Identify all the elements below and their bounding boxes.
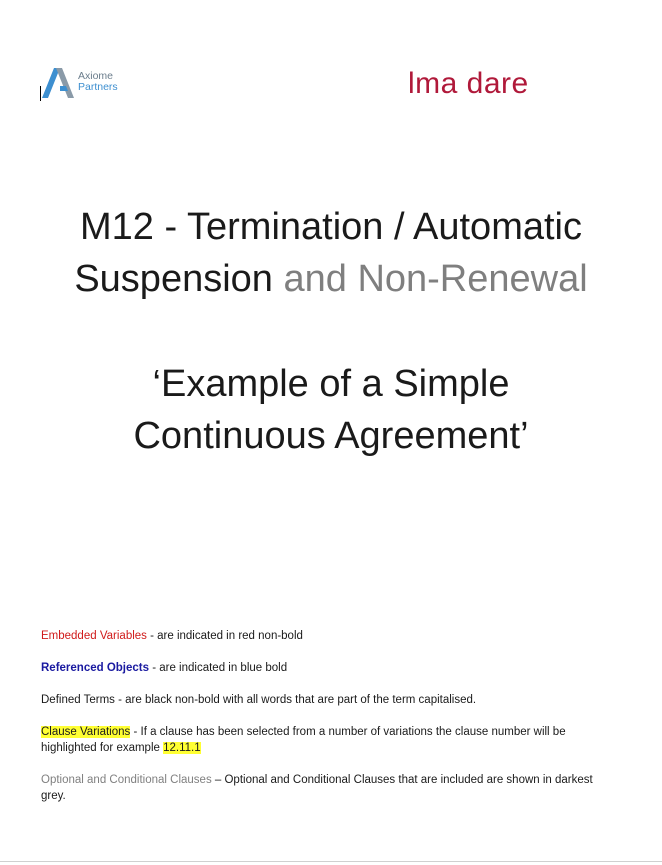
- embedded-variables-label: Embedded Variables: [41, 630, 147, 642]
- legend-optional-clauses: [41, 772, 611, 804]
- optional-clauses-label: Optional and Conditional Clauses: [41, 774, 212, 786]
- document-subtitle-line1: ‘Example of a Simple: [152, 363, 510, 405]
- page-bottom-divider: [0, 861, 662, 862]
- legend-defined-terms: Defined Terms - are black non-bold with all words that are part of the term capitalised.: [41, 694, 477, 706]
- axiome-logo-line2: Partners: [78, 81, 118, 93]
- title-suspension: Suspension: [74, 258, 273, 300]
- embedded-variables-text: - are indicated in red non-bold: [146, 630, 303, 642]
- legend-referenced-objects: [41, 660, 611, 676]
- document-subtitle-line2: Continuous Agreement’: [133, 415, 529, 457]
- clause-variations-label: Clause Variations: [41, 726, 131, 738]
- document-title-line2: [0, 253, 662, 305]
- lma-dare-logo: lma dare: [408, 67, 529, 100]
- clause-example-number: 12.11.1: [163, 742, 201, 754]
- text-cursor: [40, 86, 41, 101]
- document-title-line1: M12 - Termination / Automatic: [80, 206, 582, 248]
- axiome-logo-line1: Axiome: [78, 70, 114, 82]
- legend-embedded-variables: [41, 628, 611, 644]
- referenced-objects-label: Referenced Objects: [41, 662, 150, 674]
- legend-clause-variations: [41, 724, 611, 756]
- title-non-renewal: and Non-Renewal: [272, 258, 588, 300]
- optional-clauses-text: – Optional and Conditional Clauses that are included are shown in darkest grey.: [41, 774, 593, 802]
- clause-variations-text: - If a clause has been selected from a number of variations the clause number will be highlighted for example: [41, 726, 566, 754]
- referenced-objects-text: - are indicated in blue bold: [149, 662, 288, 674]
- axiome-a-icon: [40, 64, 76, 100]
- axiome-partners-logo: [40, 64, 160, 100]
